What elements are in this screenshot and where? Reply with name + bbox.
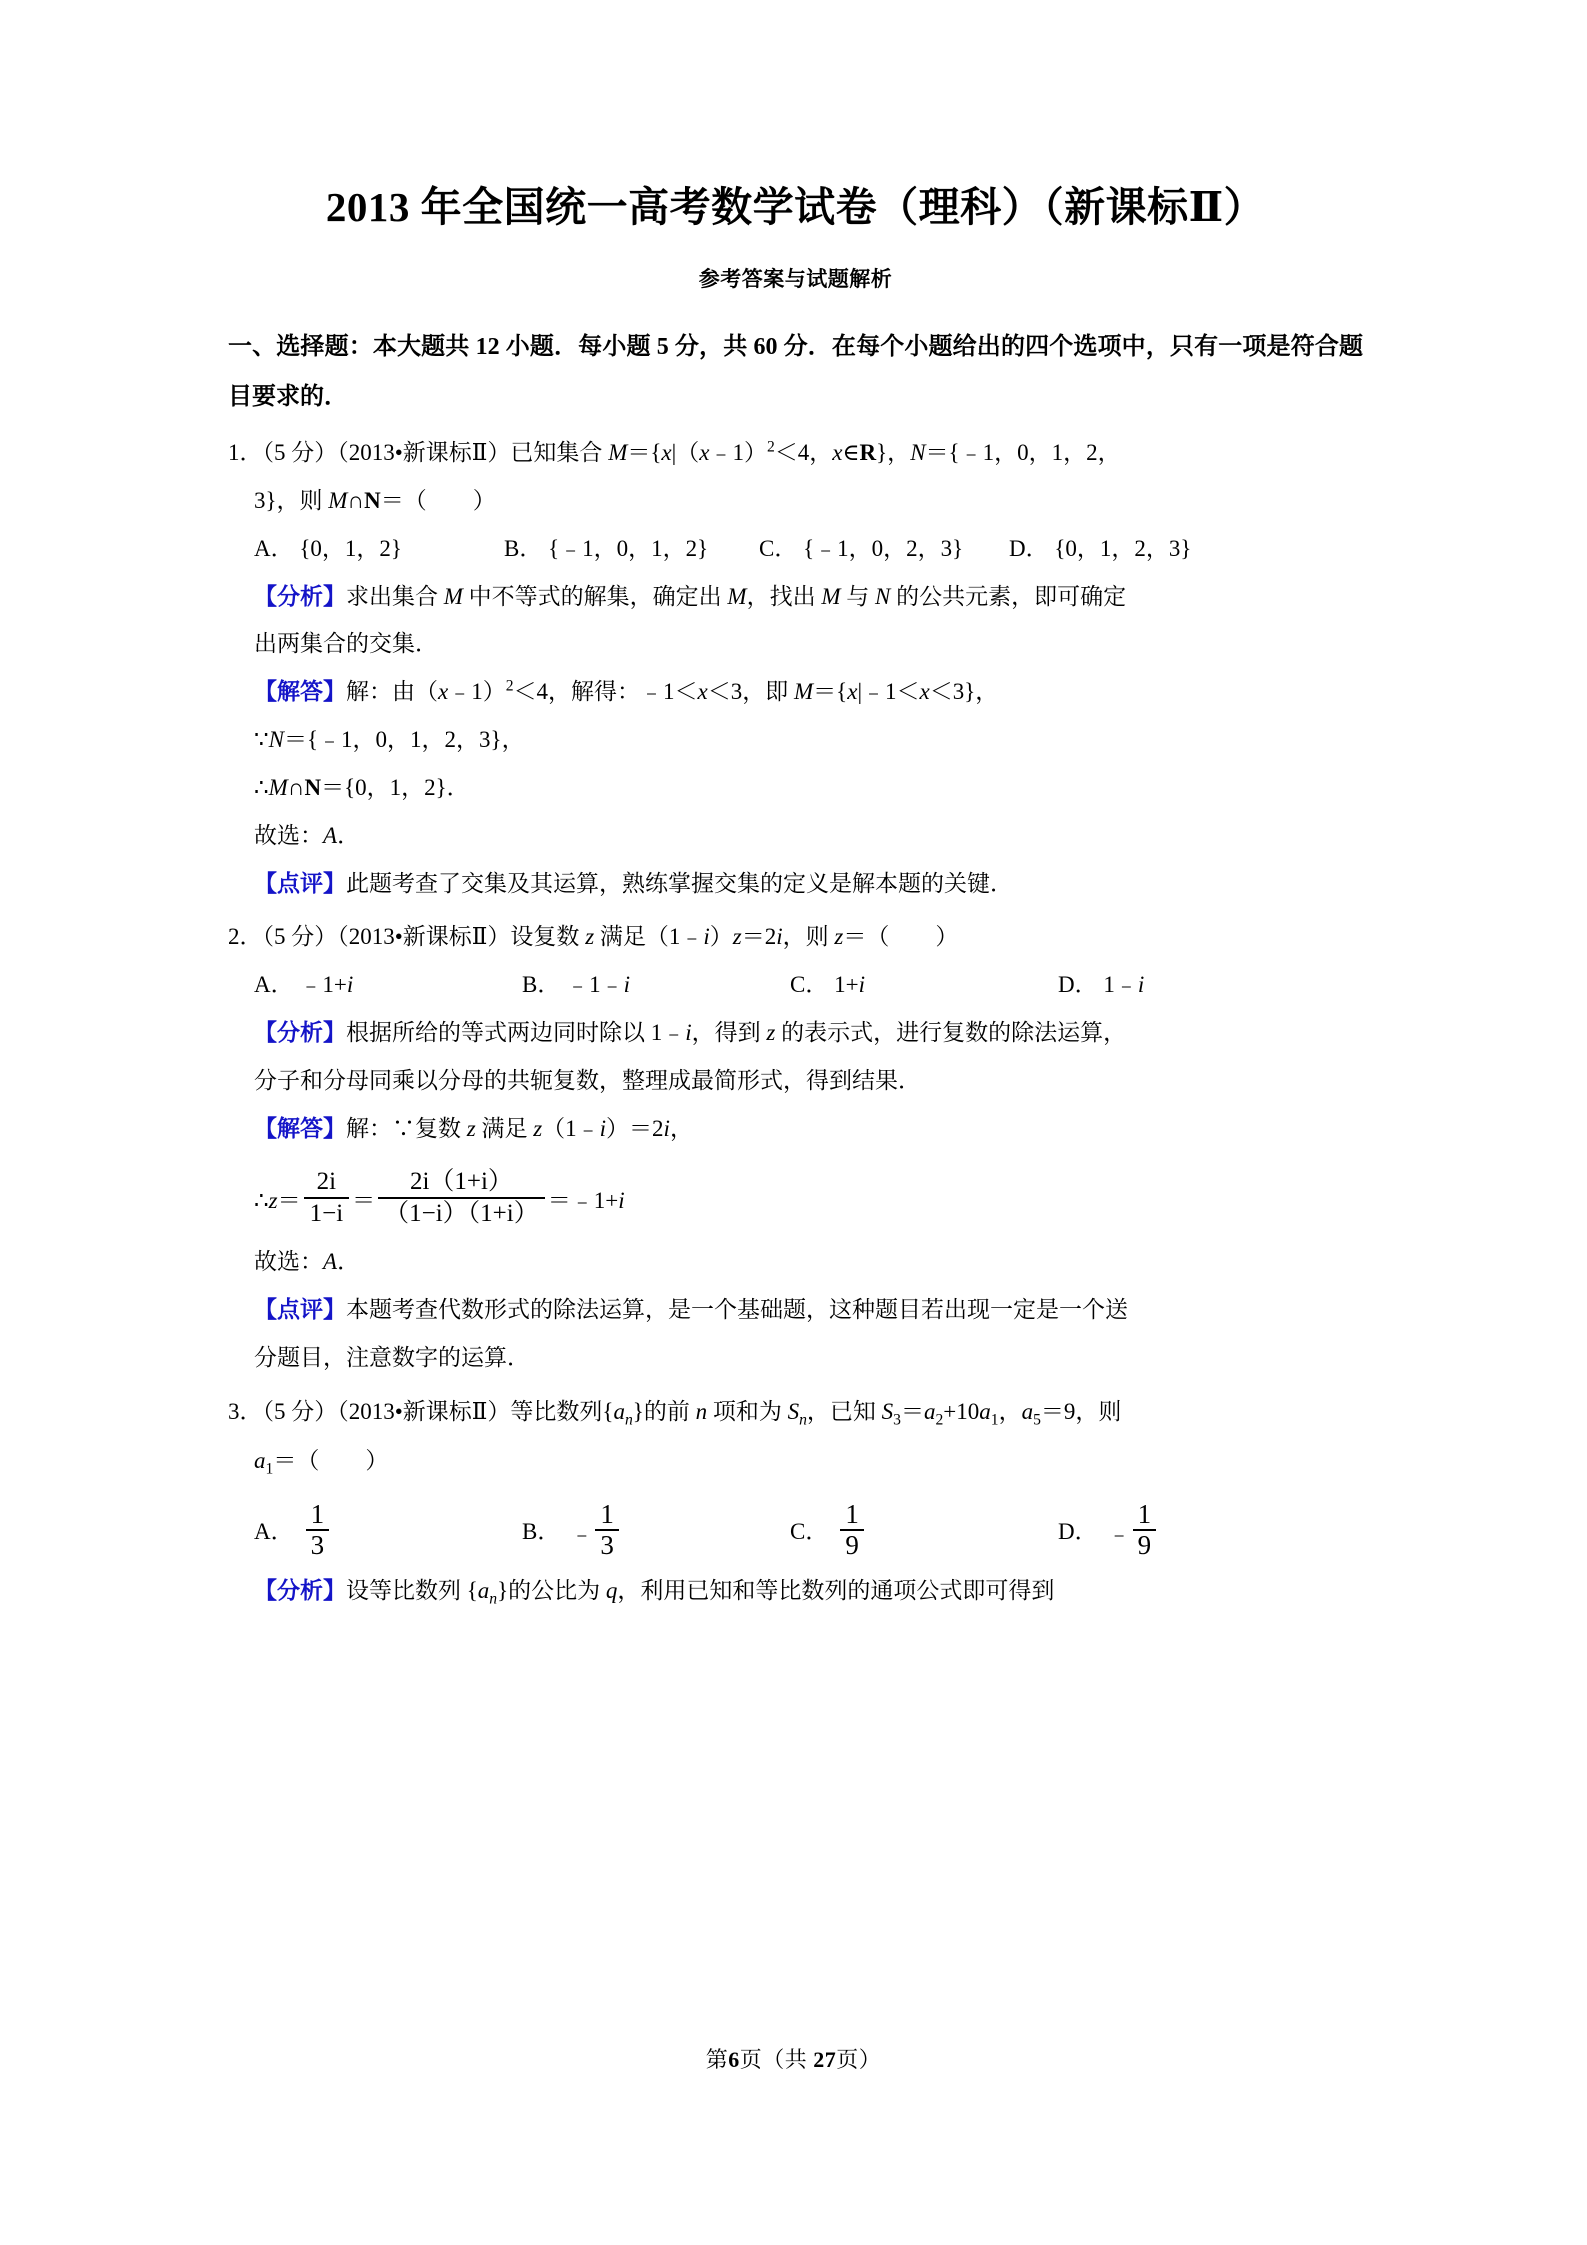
- question-2-solution-line-1: 【解答】解：∵复数 z 满足 z（1﹣i）＝2i，: [254, 1115, 693, 1141]
- question-3-options: [228, 1500, 1363, 1559]
- question-2-analysis-line-1: 【分析】根据所给的等式两边同时除以 1﹣i，得到 z 的表示式，进行复数的除法运算，: [254, 1020, 1127, 1045]
- fraction-1-denominator: 1−i: [304, 1197, 350, 1228]
- footer-middle: 页（共: [739, 2047, 808, 2072]
- question-1: [228, 429, 1363, 907]
- formula-equals: ＝: [352, 1187, 376, 1213]
- solution-tag: 【解答】: [254, 679, 346, 705]
- question-1-analysis-line-2: 出两集合的交集．: [254, 631, 438, 657]
- question-3: [228, 1388, 1363, 1616]
- question-1-choice: 故选：A．: [254, 822, 361, 848]
- question-1-solution-line-2: ∵N＝{﹣1，0，1，2，3}，: [254, 727, 525, 753]
- question-1-stem-line-2: 3}，则 M∩N＝（ ）: [254, 487, 496, 513]
- fraction-2-denominator: （1−i）（1+i）: [378, 1197, 545, 1228]
- page-content: [228, 120, 1363, 1616]
- fraction-2-numerator: 2i（1+i）: [409, 1168, 513, 1196]
- option-c[interactable]: C． {﹣1，0，2，3}: [759, 535, 964, 561]
- footer-page-number: 6: [728, 2047, 740, 2072]
- question-1-stem-line-1: 1．（5 分）（2013•新课标Ⅱ）已知集合 M＝{x|（x﹣1）$^2$＜4，x∈R}，N＝{﹣1，0，1，2，: [228, 438, 1121, 466]
- fraction-c: $\frac{1}{9}$: [840, 1500, 864, 1559]
- question-3-stem-line-1: 3．（5 分）（2013•新课标Ⅱ）等比数列$\{a_n\}$的前 n 项和为 $S_n$，已知 $S_3=a_2+10a_1$，$a_5=9$，则: [228, 1398, 1122, 1429]
- question-1-options: [228, 525, 1363, 573]
- question-2: [228, 913, 1363, 1382]
- question-1-solution-line-3: ∴M∩N＝{0，1，2}．: [254, 774, 470, 800]
- footer-suffix: 页）: [836, 2047, 882, 2072]
- question-2-stem-line-1: 2．（5 分）（2013•新课标Ⅱ）设复数 z 满足（1﹣i）z＝2i，则 z＝（ ）: [228, 924, 959, 950]
- formula-tail: ＝﹣1+i: [547, 1187, 625, 1213]
- question-2-options: [228, 961, 1363, 1009]
- question-2-choice: 故选：A．: [254, 1249, 361, 1275]
- fraction-b: $\frac{1}{3}$: [595, 1500, 619, 1559]
- fraction-a: $\frac{1}{3}$: [306, 1500, 330, 1559]
- fraction-2: [378, 1168, 545, 1228]
- fraction-1: [304, 1168, 350, 1228]
- analysis-tag: 【分析】: [254, 1020, 346, 1045]
- option-b[interactable]: B． ﹣1﹣i: [522, 972, 630, 998]
- option-a[interactable]: A． $\frac{1}{3}$: [254, 1500, 522, 1559]
- question-2-formula: [228, 1168, 1363, 1228]
- comment-tag: 【点评】: [254, 1297, 346, 1323]
- option-a[interactable]: A． {0，1，2}: [254, 535, 402, 561]
- formula-lead: ∴z＝: [254, 1187, 301, 1213]
- section-heading: 一、选择题：本大题共 12 小题．每小题 5 分，共 60 分．在每个小题给出的四个选项中，只有一项是符合题目要求的．: [228, 334, 1363, 411]
- question-3-analysis-line-1: 【分析】设等比数列 $\{a_n\}$的公比为 q，利用已知和等比数列的通项公式即可得到: [254, 1577, 1055, 1608]
- option-b[interactable]: B． ﹣ $\frac{1}{3}$: [522, 1500, 790, 1559]
- question-2-comment-line-1: 【点评】本题考查代数形式的除法运算，是一个基础题，这种题目若出现一定是一个送: [254, 1297, 1128, 1323]
- question-2-analysis-line-2: 分子和分母同乘以分母的共轭复数，整理成最简形式，得到结果．: [254, 1067, 921, 1093]
- option-a[interactable]: A． ﹣1+i: [254, 972, 354, 998]
- page-footer: [0, 2043, 1587, 2074]
- comment-tag: 【点评】: [254, 870, 346, 896]
- option-c[interactable]: C． 1+i: [790, 972, 865, 998]
- fraction-1-numerator: 2i: [316, 1168, 337, 1196]
- page-title: 2013 年全国统一高考数学试卷（理科）（新课标Ⅱ）: [325, 184, 1266, 230]
- analysis-tag: 【分析】: [254, 583, 346, 609]
- question-2-comment-line-2: 分题目，注意数字的运算．: [254, 1345, 530, 1371]
- page-subtitle: 参考答案与试题解析: [698, 267, 893, 292]
- footer-prefix: 第: [705, 2047, 729, 2072]
- footer-total-pages: 27: [813, 2047, 837, 2072]
- fraction-d: $\frac{1}{9}$: [1133, 1500, 1157, 1559]
- option-d[interactable]: D． 1﹣i: [1058, 972, 1145, 998]
- question-1-analysis-line-1: 【分析】求出集合 M 中不等式的解集，确定出 M，找出 M 与 N 的公共元素，即可确定: [254, 583, 1127, 609]
- question-1-comment-line-1: 【点评】此题考查了交集及其运算，熟练掌握交集的定义是解本题的关键．: [254, 870, 1013, 896]
- option-d[interactable]: D． {0，1，2，3}: [1009, 535, 1192, 561]
- option-d[interactable]: D． ﹣ $\frac{1}{9}$: [1058, 1500, 1326, 1559]
- option-b[interactable]: B． {﹣1，0，1，2}: [504, 535, 709, 561]
- option-c[interactable]: C． $\frac{1}{9}$: [790, 1500, 1058, 1559]
- question-3-stem-line-2: $a_1=$（ ）: [254, 1448, 389, 1478]
- analysis-tag: 【分析】: [254, 1577, 346, 1603]
- solution-tag: 【解答】: [254, 1115, 346, 1141]
- question-1-solution-line-1: 【解答】解：由（x﹣1）$^2$＜4，解得：﹣1＜x＜3，即 M＝{x|﹣1＜x＜3}，: [254, 677, 999, 705]
